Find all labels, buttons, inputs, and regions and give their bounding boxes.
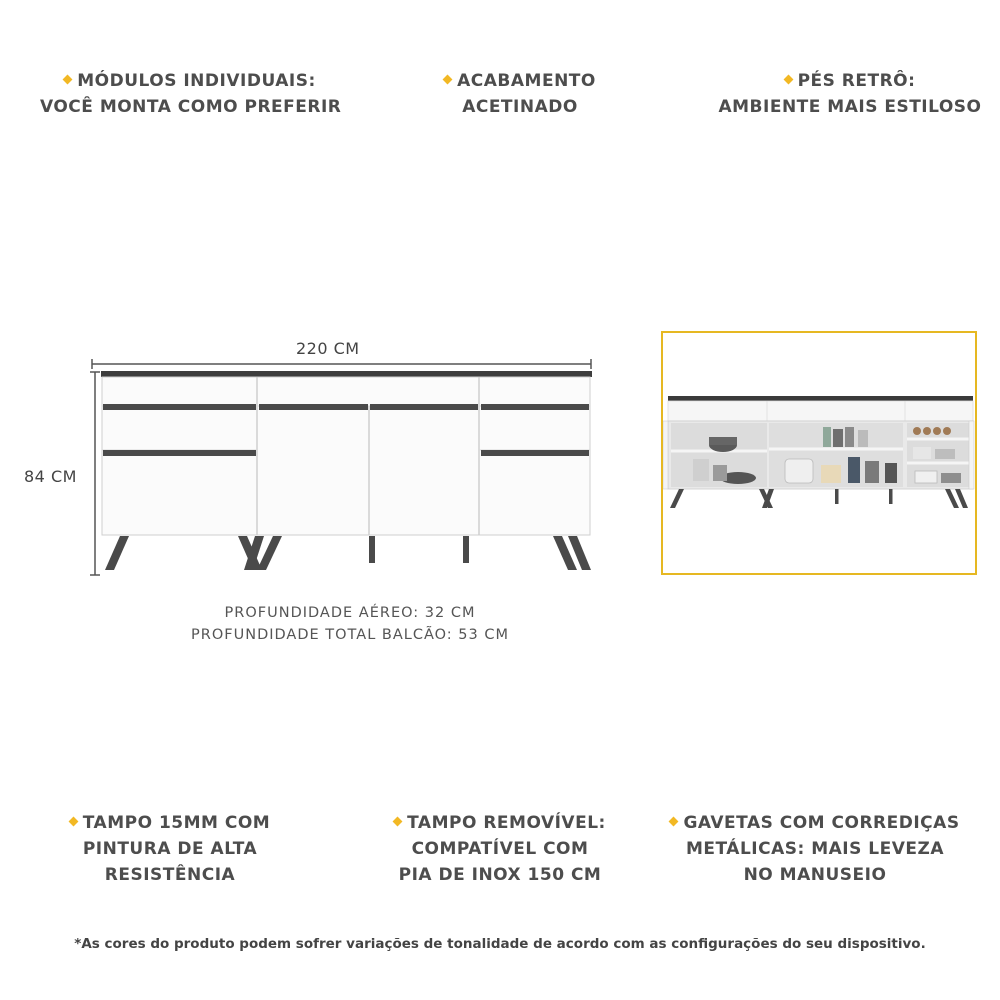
feature-line: TAMPO 15MM COM xyxy=(82,813,271,833)
countertop xyxy=(101,371,592,377)
open-cabinet-photo xyxy=(661,331,977,575)
diamond-bullet-icon xyxy=(63,75,73,85)
width-label: 220 CM xyxy=(296,339,360,358)
diamond-bullet-icon xyxy=(443,75,453,85)
feature-line: AMBIENTE MAIS ESTILOSO xyxy=(718,97,982,117)
feature-line: PINTURA DE ALTA xyxy=(82,839,258,859)
feature-line: NO MANUSEIO xyxy=(743,865,887,885)
depth-aereo: PROFUNDIDADE AÉREO: 32 CM xyxy=(224,605,476,621)
feature-tampo-15mm xyxy=(40,810,300,888)
feature-line: COMPATÍVEL COM xyxy=(411,839,589,859)
feature-modulos xyxy=(40,68,340,120)
handle xyxy=(370,404,478,410)
legs xyxy=(105,536,591,570)
handle xyxy=(259,404,368,410)
feature-gavetas xyxy=(665,810,965,888)
diamond-bullet-icon xyxy=(783,75,793,85)
handle xyxy=(481,404,589,410)
feature-line: PIA DE INOX 150 CM xyxy=(398,865,602,885)
handle xyxy=(103,450,256,456)
open-cabinet-illustration xyxy=(663,333,975,573)
cabinet-body xyxy=(102,377,590,535)
handle xyxy=(103,404,256,410)
feature-line: PÉS RETRÔ: xyxy=(797,71,916,91)
feature-line: METÁLICAS: MAIS LEVEZA xyxy=(686,839,944,859)
diamond-bullet-icon xyxy=(393,817,403,827)
depth-info xyxy=(150,602,550,646)
diamond-bullet-icon xyxy=(68,817,78,827)
feature-tampo-removivel xyxy=(375,810,625,888)
color-disclaimer: *As cores do produto podem sofrer variações de tonalidade de acordo com as configurações do seu dispositivo. xyxy=(74,936,926,952)
feature-line: ACABAMENTO xyxy=(457,71,596,91)
feature-line: MÓDULOS INDIVIDUAIS: xyxy=(77,71,316,91)
depth-balcao: PROFUNDIDADE TOTAL BALCÃO: 53 CM xyxy=(191,627,509,643)
feature-line: ACETINADO xyxy=(462,97,578,117)
feature-pes-retro xyxy=(710,68,990,120)
feature-acabamento xyxy=(420,68,620,120)
diamond-bullet-icon xyxy=(669,817,679,827)
feature-line: VOCÊ MONTA COMO PREFERIR xyxy=(40,97,342,117)
feature-line: RESISTÊNCIA xyxy=(104,865,236,885)
feature-line: GAVETAS COM CORREDIÇAS xyxy=(683,813,960,833)
height-label: 84 CM xyxy=(24,467,77,486)
handle xyxy=(481,450,589,456)
feature-line: TAMPO REMOVÍVEL: xyxy=(407,813,606,833)
